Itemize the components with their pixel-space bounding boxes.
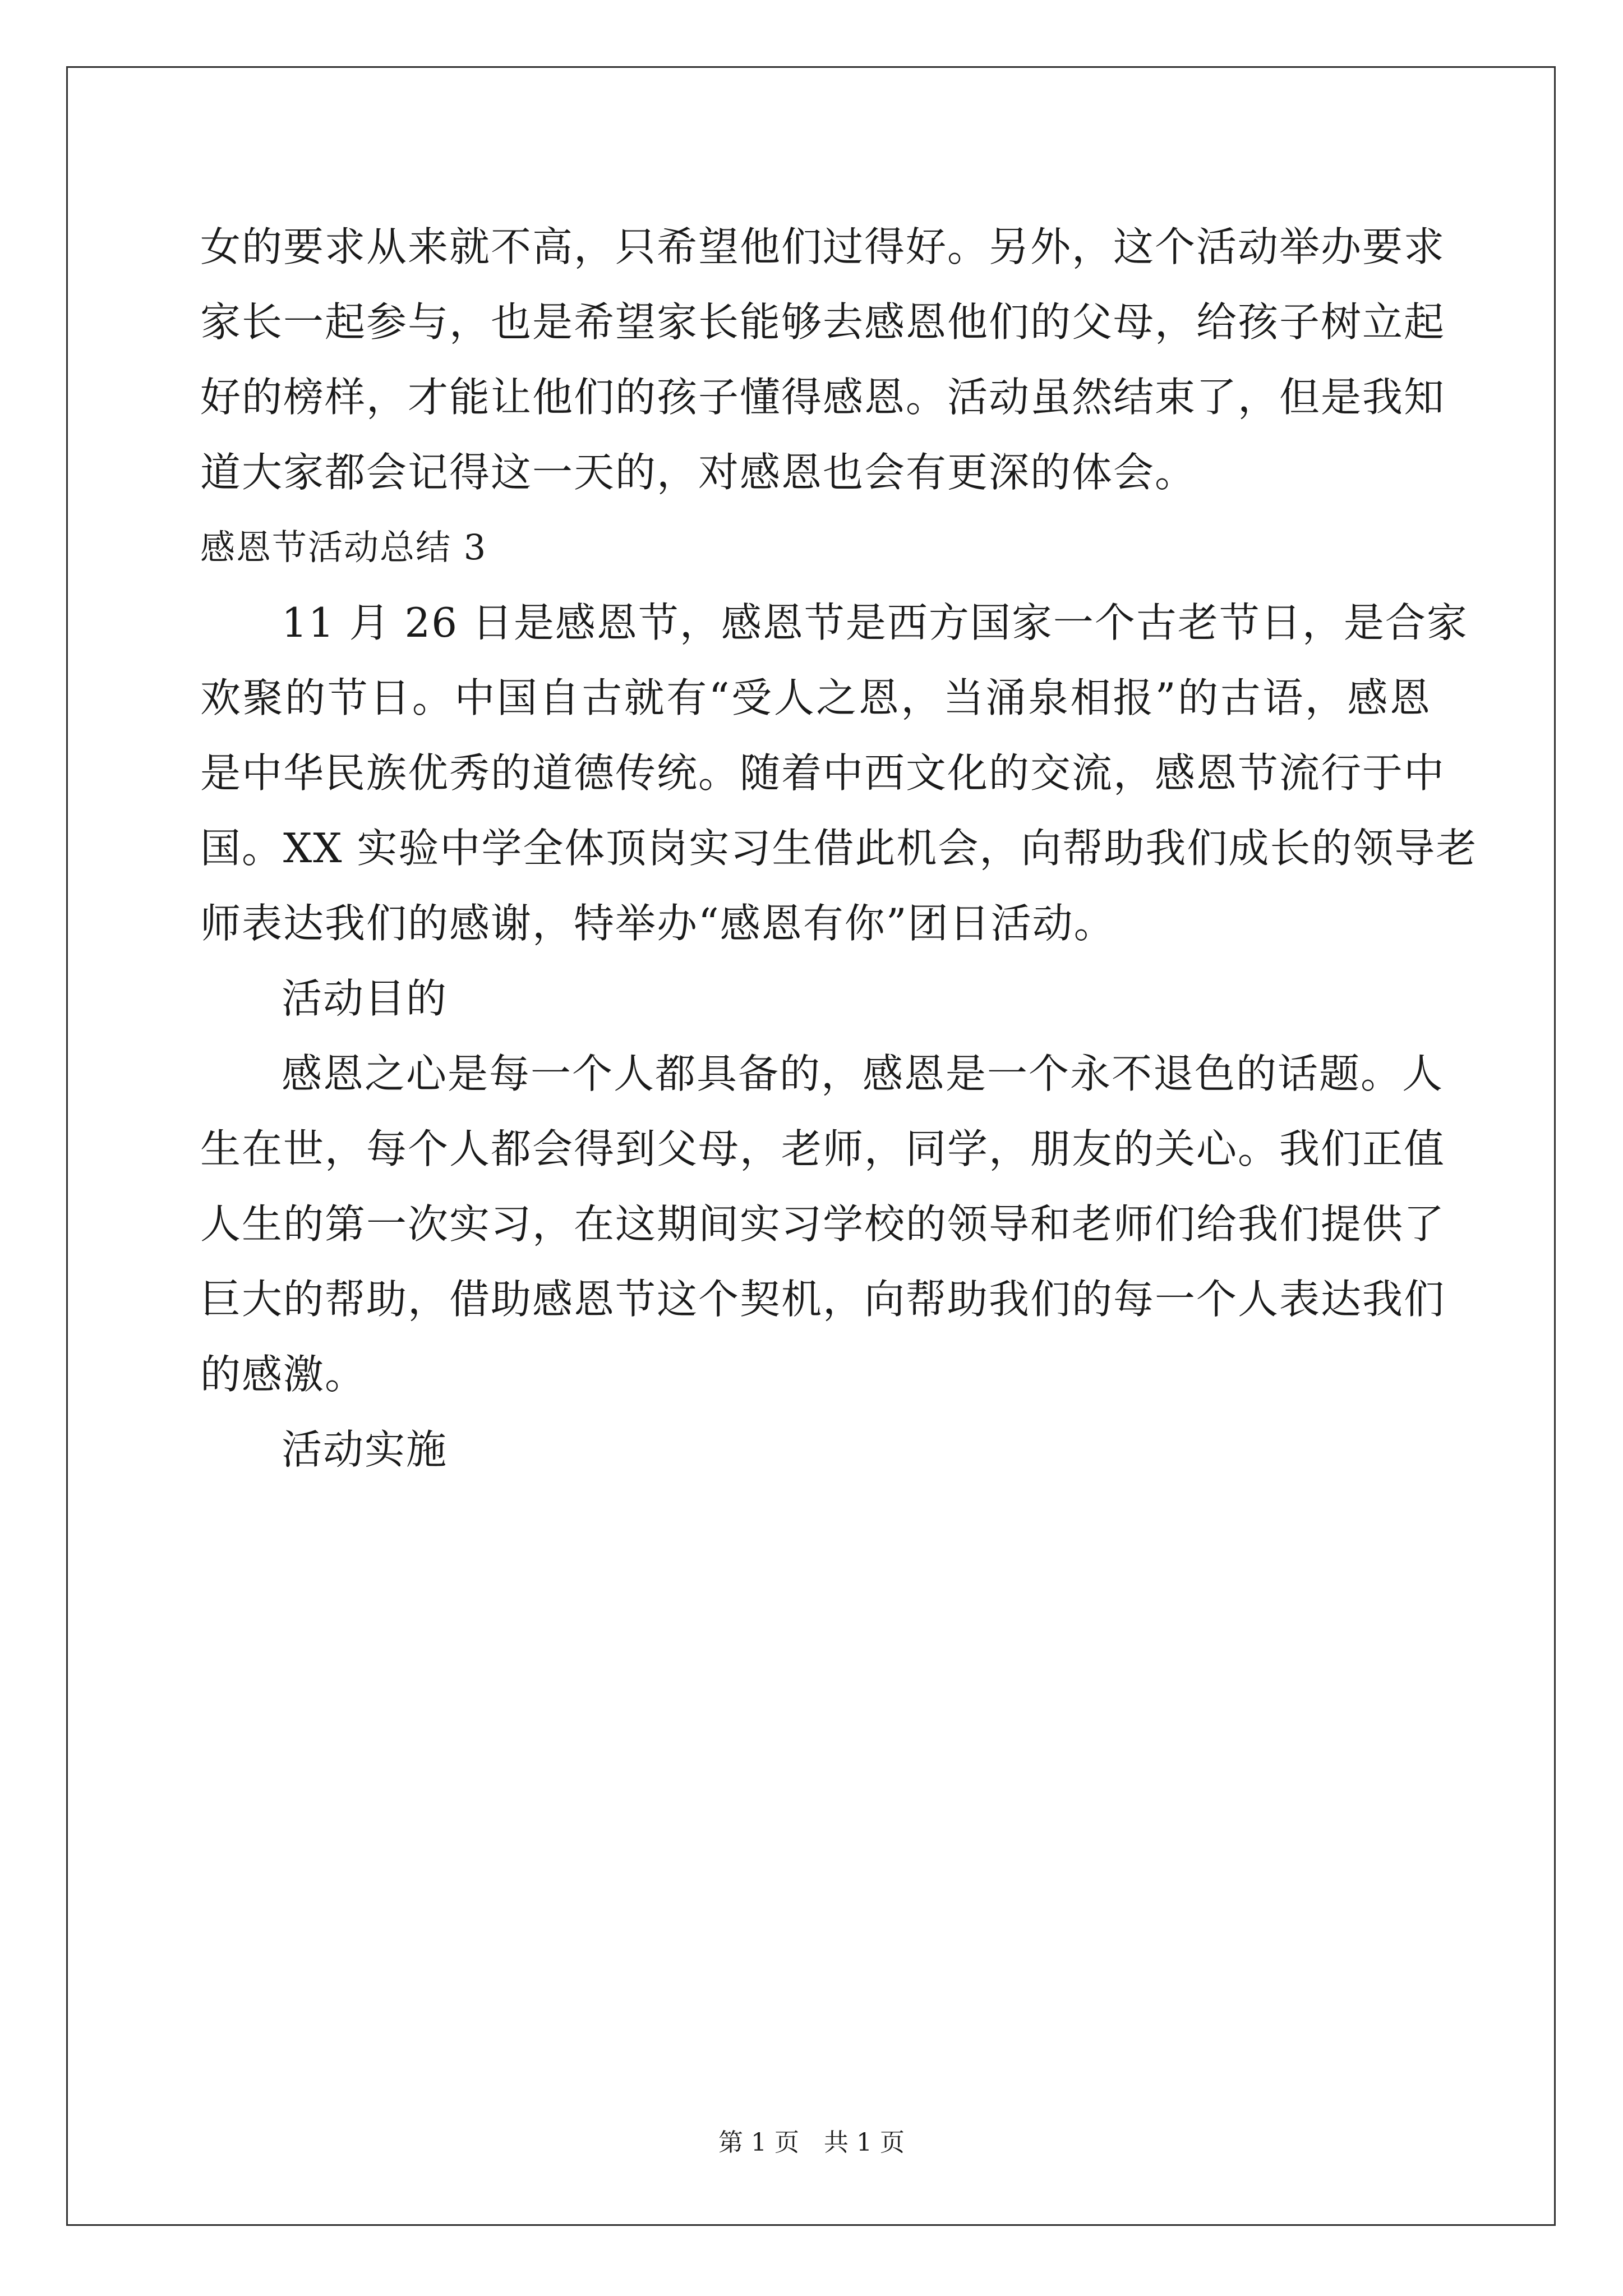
paragraph-line: 人生的第一次实习，在这期间实习学校的领导和老师们给我们提供了 xyxy=(200,1200,1446,1248)
page-number: 第 1 页 xyxy=(718,2128,799,2157)
paragraph-line: 的感激。 xyxy=(200,1351,367,1398)
paragraph-line: 11 月 26 日是感恩节，感恩节是西方国家一个古老节日，是合家 xyxy=(282,599,1468,646)
paragraph-line: 家长一起参与，也是希望家长能够去感恩他们的父母，给孩子树立起 xyxy=(200,298,1446,346)
paragraph-line: 师表达我们的感谢，特举办“感恩有你”团日活动。 xyxy=(200,900,1115,947)
subheading-implementation: 活动实施 xyxy=(282,1426,448,1473)
paragraph-line: 女的要求从来就不高，只希望他们过得好。另外，这个活动举办要求 xyxy=(200,223,1446,270)
paragraph-line: 生在世，每个人都会得到父母，老师，同学，朋友的关心。我们正值 xyxy=(200,1125,1446,1172)
paragraph-line: 国。XX 实验中学全体顶岗实习生借此机会，向帮助我们成长的领导老 xyxy=(200,825,1478,872)
paragraph-line: 感恩之心是每一个人都具备的，感恩是一个永不退色的话题。人 xyxy=(282,1050,1444,1097)
paragraph-line: 是中华民族优秀的道德传统。随着中西文化的交流，感恩节流行于中 xyxy=(200,749,1446,797)
paragraph-line: 巨大的帮助，借助感恩节这个契机，向帮助我们的每一个人表达我们 xyxy=(200,1276,1446,1323)
subheading-purpose: 活动目的 xyxy=(282,975,448,1022)
paragraph-line: 好的榜样，才能让他们的孩子懂得感恩。活动虽然结束了，但是我知 xyxy=(200,374,1446,421)
page-total: 共 1 页 xyxy=(824,2128,905,2157)
page-footer xyxy=(0,2126,1623,2160)
section-heading: 感恩节活动总结 3 xyxy=(200,527,487,568)
paragraph-line: 欢聚的节日。中国自古就有“受人之恩，当涌泉相报”的古语，感恩 xyxy=(200,674,1431,721)
paragraph-line: 道大家都会记得这一天的，对感恩也会有更深的体会。 xyxy=(200,449,1197,496)
